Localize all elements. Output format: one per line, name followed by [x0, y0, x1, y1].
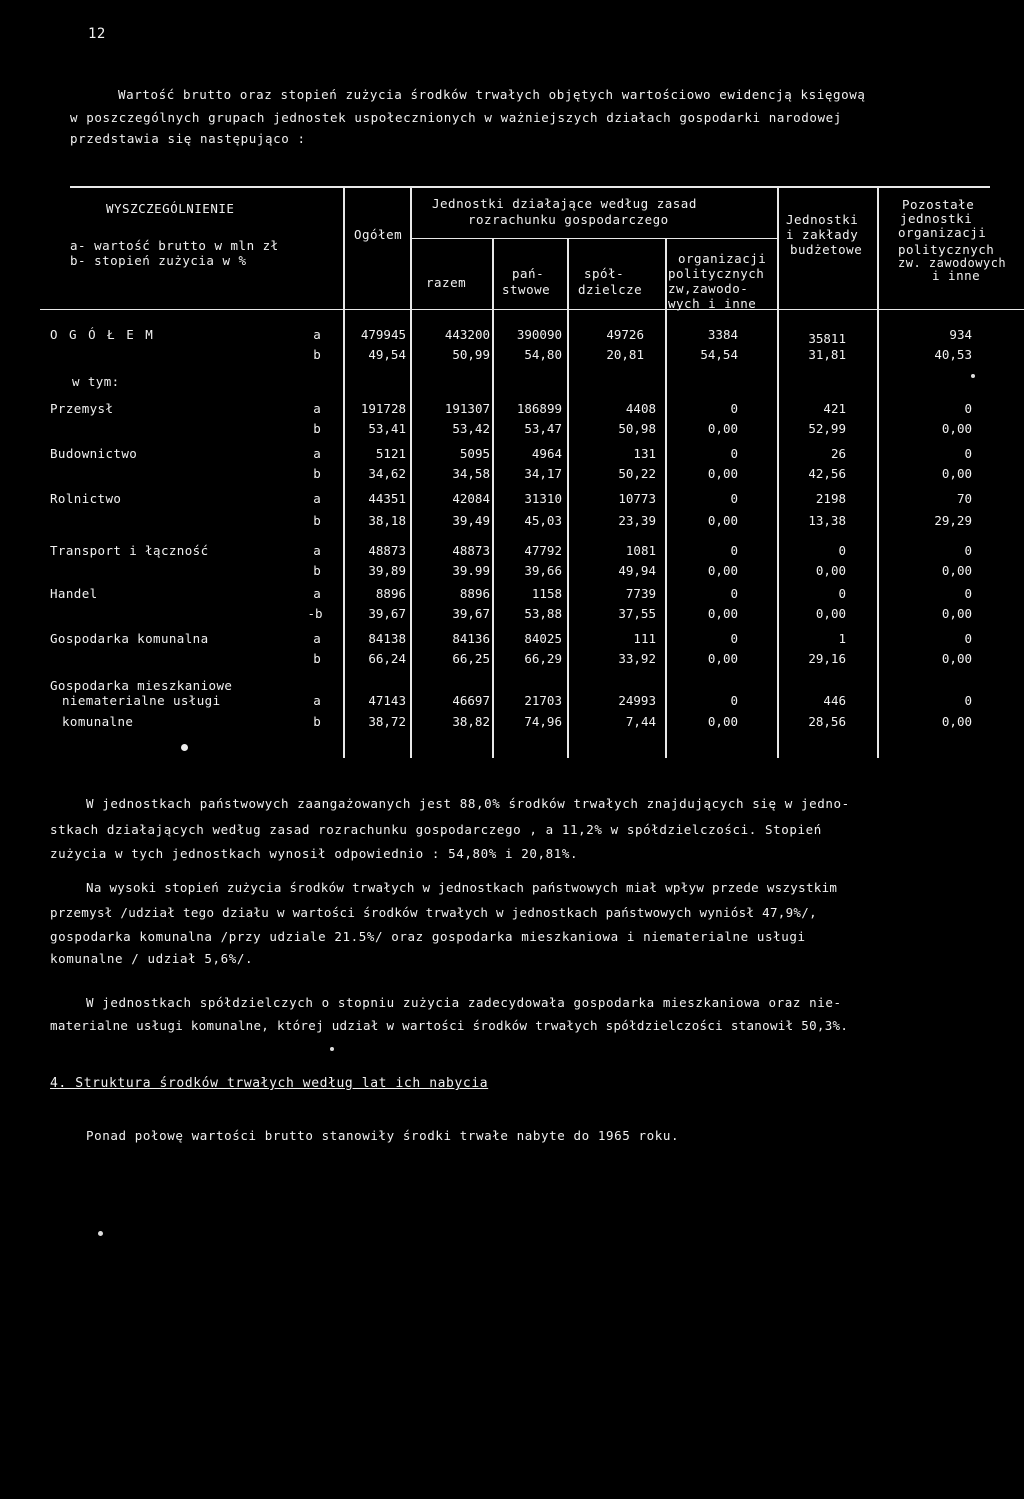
cell-b-organizacji: 0,00	[707, 714, 738, 729]
cell-a-ogolem: 191728	[360, 401, 406, 416]
cell-b-spoldzielcze: 33,92	[618, 651, 656, 666]
header-pozostale-3: organizacji	[898, 225, 987, 240]
cell-a-spoldzielcze: 131	[633, 446, 656, 461]
paragraph-line: Na wysoki stopień zużycia środków trwałych w jednostkach państwowych miał wpływ przede wszystkim	[86, 880, 838, 895]
cell-b-budzetowe: 28,56	[808, 714, 846, 729]
row-marker-a: a	[313, 631, 321, 646]
cell-b-ogolem: 66,24	[368, 651, 406, 666]
cell-b-pozostale: 29,29	[934, 513, 972, 528]
cell-b-organizacji: 54,54	[700, 347, 738, 362]
intro-line-1: Wartość brutto oraz stopień zużycia środków trwałych objętych wartościowo ewidencją księgową	[118, 87, 866, 102]
cell-b-budzetowe: 42,56	[808, 466, 846, 481]
cell-b-ogolem: 34,62	[368, 466, 406, 481]
cell-b-organizacji: 0,00	[707, 466, 738, 481]
cell-a-budzetowe: 1	[838, 631, 846, 646]
cell-a-organizacji: 0	[730, 693, 738, 708]
cell-a-razem: 84136	[452, 631, 490, 646]
cell-b-ogolem: 38,72	[368, 714, 406, 729]
paragraph-line: zużycia w tych jednostkach wynosił odpowiednio : 54,80% i 20,81%.	[50, 846, 579, 861]
row-label-line-3: komunalne	[62, 714, 134, 729]
cell-b-panstwowe: 34,17	[524, 466, 562, 481]
cell-a-razem: 8896	[459, 586, 490, 601]
cell-a-budzetowe: 35811	[808, 331, 846, 346]
row-marker-a: a	[313, 693, 321, 708]
cell-b-ogolem: 39,67	[368, 606, 406, 621]
cell-a-organizacji: 3384	[707, 327, 738, 342]
cell-b-razem: 39,67	[452, 606, 490, 621]
cell-a-panstwowe: 31310	[524, 491, 562, 506]
intro-line-2: w poszczególnych grupach jednostek uspołecznionych w ważniejszych działach gospodarki narodowej	[70, 110, 842, 125]
cell-b-panstwowe: 53,88	[524, 606, 562, 621]
cell-a-organizacji: 0	[730, 491, 738, 506]
cell-b-budzetowe: 0,00	[815, 563, 846, 578]
cell-a-pozostale: 934	[949, 327, 972, 342]
header-legend-b: b- stopień zużycia w %	[70, 253, 247, 268]
header-legend-a: a- wartość brutto w mln zł	[70, 238, 279, 253]
cell-b-panstwowe: 39,66	[524, 563, 562, 578]
header-pozostale-4: politycznych	[898, 242, 995, 257]
cell-b-ogolem: 49,54	[368, 347, 406, 362]
cell-b-panstwowe: 66,29	[524, 651, 562, 666]
cell-b-budzetowe: 52,99	[808, 421, 846, 436]
cell-b-razem: 53,42	[452, 421, 490, 436]
cell-a-ogolem: 479945	[360, 327, 406, 342]
header-razem: razem	[426, 275, 467, 290]
header-group-title-2: rozrachunku gospodarczego	[468, 212, 669, 227]
row-marker-a: a	[313, 446, 321, 461]
row-marker-b: -b	[307, 606, 323, 621]
cell-b-panstwowe: 45,03	[524, 513, 562, 528]
cell-b-razem: 38,82	[452, 714, 490, 729]
cell-b-organizacji: 0,00	[707, 651, 738, 666]
header-budzetowe-2: i zakłady	[786, 227, 859, 242]
cell-a-organizacji: 0	[730, 586, 738, 601]
cell-a-panstwowe: 1158	[531, 586, 562, 601]
paragraph-line: przemysł /udział tego działu w wartości środków trwałych w jednostkach państwowych wyniósł 47,9%/,	[50, 905, 817, 920]
cell-a-spoldzielcze: 24993	[618, 693, 656, 708]
header-org-2: politycznych	[668, 266, 765, 281]
header-org-4: wych i inne	[668, 296, 757, 311]
intro-line-3: przedstawia się następująco :	[70, 131, 306, 146]
cell-a-pozostale: 0	[964, 586, 972, 601]
header-pozostale-1: Pozostałe	[902, 197, 975, 212]
cell-b-pozostale: 0,00	[941, 714, 972, 729]
w-tym-label: w tym:	[72, 374, 120, 389]
cell-b-pozostale: 0,00	[941, 606, 972, 621]
cell-b-pozostale: 0,00	[941, 563, 972, 578]
header-pozostale-5: zw. zawodowych	[898, 256, 1007, 270]
row-label: O G Ó Ł E M	[50, 327, 155, 342]
cell-b-organizacji: 0,00	[707, 606, 738, 621]
header-budzetowe-1: Jednostki	[786, 212, 859, 227]
cell-b-spoldzielcze: 50,22	[618, 466, 656, 481]
paragraph-line: W jednostkach państwowych zaangażowanych jest 88,0% środków trwałych znajdujących się w jedno-	[86, 796, 850, 811]
cell-b-budzetowe: 0,00	[815, 606, 846, 621]
row-label: Gospodarka mieszkaniowe	[50, 678, 233, 693]
cell-a-budzetowe: 421	[823, 401, 846, 416]
paragraph-line: stkach działających według zasad rozrachunku gospodarczego , a 11,2% w spółdzielczości. Stopień	[50, 822, 822, 837]
cell-b-spoldzielcze: 50,98	[618, 421, 656, 436]
cell-b-spoldzielcze: 23,39	[618, 513, 656, 528]
cell-a-pozostale: 0	[964, 631, 972, 646]
cell-b-organizacji: 0,00	[707, 513, 738, 528]
table-row-budownictwo	[0, 446, 1024, 486]
table-top-rule	[70, 186, 990, 188]
cell-a-panstwowe: 21703	[524, 693, 562, 708]
header-ogolem: Ogółem	[354, 227, 403, 242]
header-org-1: organizacji	[678, 251, 767, 266]
row-label: Transport i łączność	[50, 543, 209, 558]
section-heading: 4. Struktura środków trwałych według lat ich nabycia	[50, 1076, 489, 1091]
header-budzetowe-3: budżetowe	[790, 242, 863, 257]
cell-b-budzetowe: 13,38	[808, 513, 846, 528]
group-sub-rule	[410, 238, 778, 239]
header-panstwowe-2: stwowe	[502, 282, 551, 297]
cell-b-razem: 34,58	[452, 466, 490, 481]
cell-b-razem: 66,25	[452, 651, 490, 666]
cell-a-spoldzielcze: 111	[633, 631, 656, 646]
cell-b-razem: 50,99	[452, 347, 490, 362]
row-marker-a: a	[313, 491, 321, 506]
cell-a-ogolem: 44351	[368, 491, 406, 506]
cell-a-razem: 443200	[444, 327, 490, 342]
header-pozostale-6: i inne	[932, 268, 981, 283]
scan-speck	[971, 374, 975, 378]
paragraph-line: W jednostkach spółdzielczych o stopniu zużycia zadecydowała gospodarka mieszkaniowa oraz nie-	[86, 995, 842, 1010]
table-row-ogolem	[0, 327, 1024, 367]
cell-b-ogolem: 38,18	[368, 513, 406, 528]
scan-speck	[181, 744, 188, 751]
row-marker-b: b	[313, 421, 321, 436]
page-number: 12	[88, 26, 106, 42]
cell-a-panstwowe: 4964	[531, 446, 562, 461]
cell-b-budzetowe: 31,81	[808, 347, 846, 362]
cell-a-pozostale: 70	[956, 491, 972, 506]
table-row-transport	[0, 543, 1024, 583]
table-row-rolnictwo	[0, 491, 1024, 531]
scan-speck	[98, 1231, 103, 1236]
cell-b-spoldzielcze: 49,94	[618, 563, 656, 578]
table-row-przemysl	[0, 401, 1024, 441]
cell-a-ogolem: 47143	[368, 693, 406, 708]
cell-a-razem: 48873	[452, 543, 490, 558]
final-paragraph: Ponad połowę wartości brutto stanowiły środki trwałe nabyte do 1965 roku.	[86, 1128, 680, 1143]
row-label: Handel	[50, 586, 98, 601]
cell-a-spoldzielcze: 7739	[625, 586, 656, 601]
header-pozostale-2: jednostki	[900, 211, 973, 226]
cell-a-spoldzielcze: 4408	[625, 401, 656, 416]
row-label-line-2: niematerialne usługi	[62, 693, 221, 708]
cell-a-ogolem: 84138	[368, 631, 406, 646]
row-label: Budownictwo	[50, 446, 138, 461]
header-panstwowe-1: pań-	[512, 266, 545, 281]
row-marker-b: b	[313, 466, 321, 481]
cell-a-razem: 42084	[452, 491, 490, 506]
cell-b-panstwowe: 74,96	[524, 714, 562, 729]
cell-a-organizacji: 0	[730, 631, 738, 646]
cell-a-spoldzielcze: 1081	[625, 543, 656, 558]
cell-a-budzetowe: 446	[823, 693, 846, 708]
table-row-gospodarka-mieszkaniowa	[0, 678, 1024, 748]
cell-a-panstwowe: 47792	[524, 543, 562, 558]
cell-a-razem: 5095	[459, 446, 490, 461]
row-marker-b: b	[313, 563, 321, 578]
cell-b-ogolem: 53,41	[368, 421, 406, 436]
table-row-handel	[0, 586, 1024, 626]
row-label: Gospodarka komunalna	[50, 631, 209, 646]
header-org-3: zw,zawodo-	[668, 281, 749, 296]
row-label: Przemysł	[50, 401, 114, 416]
cell-a-budzetowe: 0	[838, 586, 846, 601]
cell-a-organizacji: 0	[730, 446, 738, 461]
cell-a-pozostale: 0	[964, 693, 972, 708]
header-spoldzielcze-1: spół-	[584, 266, 625, 281]
cell-a-razem: 191307	[444, 401, 490, 416]
cell-a-organizacji: 0	[730, 401, 738, 416]
row-marker-b: b	[313, 513, 321, 528]
cell-a-ogolem: 48873	[368, 543, 406, 558]
row-marker-a: a	[313, 586, 321, 601]
header-wyszczegolnienie: WYSZCZEGÓLNIENIE	[106, 201, 235, 216]
cell-b-spoldzielcze: 20,81	[606, 347, 644, 362]
cell-b-pozostale: 0,00	[941, 466, 972, 481]
cell-a-panstwowe: 84025	[524, 631, 562, 646]
cell-a-pozostale: 0	[964, 446, 972, 461]
paragraph-line: materialne usługi komunalne, której udział w wartości środków trwałych spółdzielczości stanowił 50,3%.	[50, 1018, 849, 1033]
header-spoldzielcze-2: dzielcze	[578, 282, 643, 297]
table-row-gospodarka-komunalna	[0, 631, 1024, 671]
cell-b-pozostale: 0,00	[941, 421, 972, 436]
paragraph-line: komunalne / udział 5,6%/.	[50, 951, 254, 966]
cell-b-organizacji: 0,00	[707, 421, 738, 436]
cell-a-razem: 46697	[452, 693, 490, 708]
row-marker-a: a	[313, 401, 321, 416]
cell-b-pozostale: 0,00	[941, 651, 972, 666]
row-label: Rolnictwo	[50, 491, 122, 506]
row-marker-b: b	[313, 714, 321, 729]
cell-a-spoldzielcze: 10773	[618, 491, 656, 506]
cell-b-ogolem: 39,89	[368, 563, 406, 578]
row-marker-a: a	[313, 327, 321, 342]
paragraph-line: gospodarka komunalna /przy udziale 21.5%/ oraz gospodarka mieszkaniowa i niematerialne usługi	[50, 929, 806, 944]
cell-b-razem: 39.99	[452, 563, 490, 578]
row-marker-b: b	[313, 651, 321, 666]
cell-a-pozostale: 0	[964, 543, 972, 558]
cell-b-budzetowe: 29,16	[808, 651, 846, 666]
cell-b-razem: 39,49	[452, 513, 490, 528]
cell-a-organizacji: 0	[730, 543, 738, 558]
scan-speck	[330, 1047, 334, 1051]
cell-a-ogolem: 8896	[375, 586, 406, 601]
cell-b-panstwowe: 53,47	[524, 421, 562, 436]
cell-a-spoldzielcze: 49726	[606, 327, 644, 342]
cell-a-pozostale: 0	[964, 401, 972, 416]
cell-b-pozostale: 40,53	[934, 347, 972, 362]
cell-a-budzetowe: 2198	[815, 491, 846, 506]
row-marker-a: a	[313, 543, 321, 558]
cell-b-panstwowe: 54,80	[524, 347, 562, 362]
cell-a-panstwowe: 390090	[516, 327, 562, 342]
cell-a-budzetowe: 26	[830, 446, 846, 461]
header-group-title-1: Jednostki działające według zasad	[432, 196, 697, 211]
cell-a-ogolem: 5121	[375, 446, 406, 461]
row-marker-b: b	[313, 347, 321, 362]
cell-b-organizacji: 0,00	[707, 563, 738, 578]
cell-b-spoldzielcze: 7,44	[625, 714, 656, 729]
cell-b-spoldzielcze: 37,55	[618, 606, 656, 621]
cell-a-panstwowe: 186899	[516, 401, 562, 416]
cell-a-budzetowe: 0	[838, 543, 846, 558]
